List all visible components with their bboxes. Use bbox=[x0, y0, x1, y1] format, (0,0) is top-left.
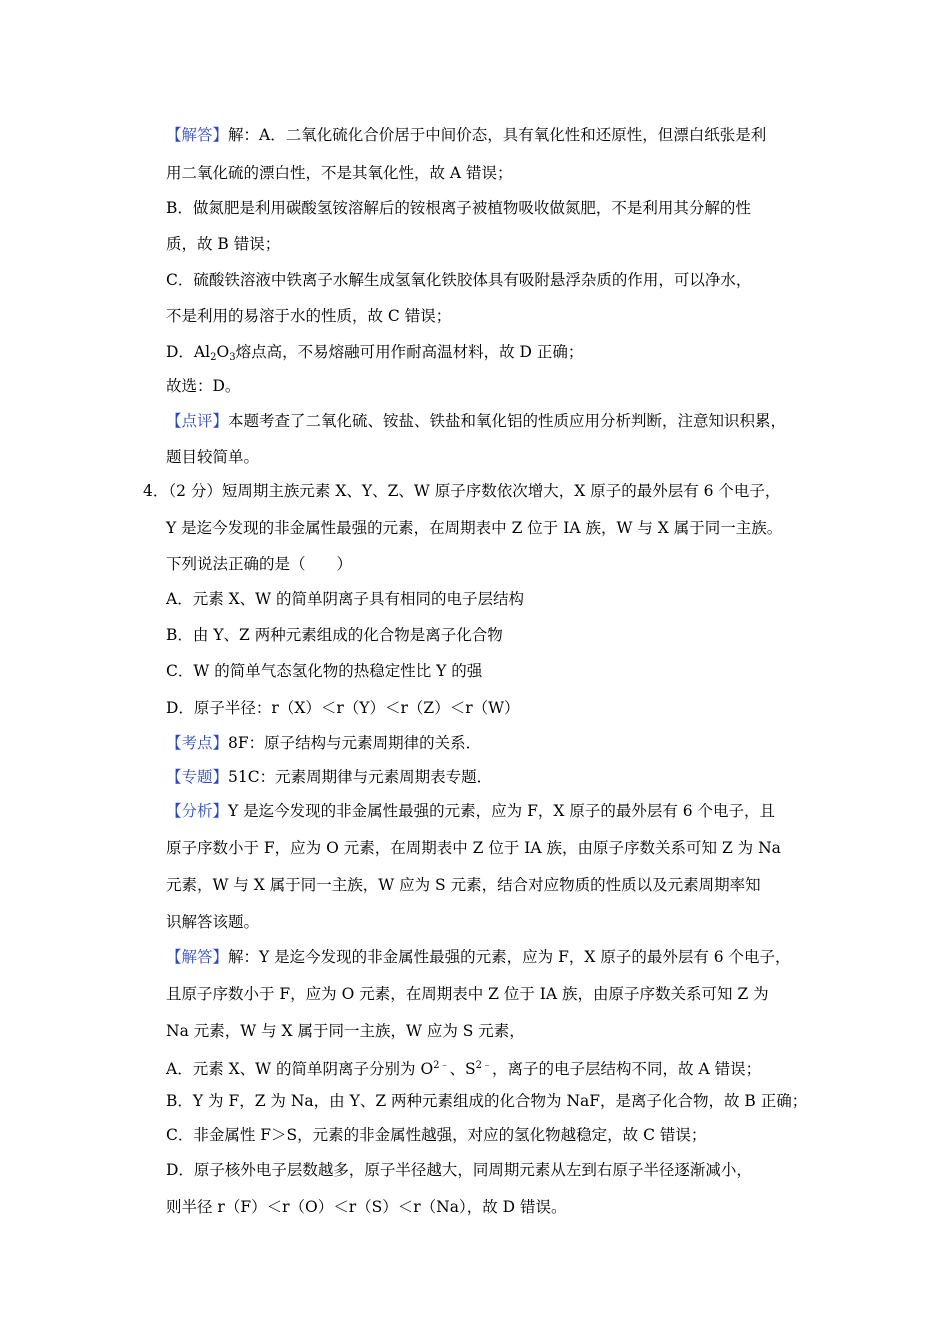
question-4-stem-line-2: Y 是迄今发现的非金属性最强的元素，在周期表中 Z 位于 IA 族，W 与 X 属于同一主族。 bbox=[166, 519, 783, 537]
option-a: A．元素 X、W 的简单阴离子具有相同的电子层结构 bbox=[166, 590, 525, 608]
question-4-stem-line-1: 4．（2 分）短周期主族元素 X、Y、Z、W 原子序数依次增大，X 原子的最外层有 6 个电子， bbox=[143, 482, 781, 500]
fenxi-line-2: 原子序数小于 F，应为 O 元素，在周期表中 Z 位于 IA 族，由原子序数关系可知 Z 为 Na bbox=[166, 839, 781, 857]
zhuanti-tag: 【专题】 bbox=[166, 768, 229, 786]
fenxi-line-1: 【分析】Y 是迄今发现的非金属性最强的元素，应为 F，X 原子的最外层有 6 个电子，且 bbox=[166, 802, 776, 820]
jieda-tag: 【解答】 bbox=[166, 948, 229, 966]
comment-line-1: 【点评】本题考查了二氧化硫、铵盐、铁盐和氧化铝的性质应用分析判断，注意知识积累， bbox=[166, 412, 787, 430]
comment-line-2: 题目较简单。 bbox=[166, 448, 260, 466]
answer-b-line-2: 质，故 B 错误； bbox=[166, 235, 281, 253]
fenxi-tag: 【分析】 bbox=[166, 802, 229, 820]
fenxi-line-3: 元素，W 与 X 属于同一主族，W 应为 S 元素，结合对应物质的性质以及元素周期率知 bbox=[166, 876, 761, 894]
answer-line-1: 【解答】解：A．二氧化硫化合价居于中间价态，具有氧化性和还原性，但漂白纸张是利 bbox=[166, 126, 767, 144]
jieda-d-line-1: D．原子核外电子层数越多，原子半径越大，同周期元素从左到右原子半径逐渐减小， bbox=[166, 1161, 752, 1179]
jieda-a-line: A．元素 X、W 的简单阴离子分别为 $O^{2﹣}$、$S^{2﹣}$，离子的电子层结构不同，故 A 错误； bbox=[166, 1060, 762, 1078]
answer-c-line-1: C．硫酸铁溶液中铁离子水解生成氢氧化铁胶体具有吸附悬浮杂质的作用，可以净水， bbox=[166, 271, 752, 289]
choice-line: 故选：D。 bbox=[166, 377, 241, 395]
comment-tag: 【点评】 bbox=[166, 412, 229, 430]
zhuanti-line: 【专题】51C：元素周期律与元素周期表专题． bbox=[166, 768, 493, 786]
kaodian-line: 【考点】8F：原子结构与元素周期律的关系． bbox=[166, 734, 482, 752]
jieda-b-line: B．Y 为 F，Z 为 Na，由 Y、Z 两种元素组成的化合物为 NaF，是离子化合物，故 B 正确； bbox=[166, 1092, 808, 1110]
jieda-c-line: C．非金属性 F＞S，元素的非金属性越强，对应的氢化物越稳定，故 C 错误； bbox=[166, 1126, 707, 1144]
answer-d-line: D．$Al_2O_3$熔点高，不易熔融可用作耐高温材料，故 D 正确； bbox=[166, 343, 584, 363]
question-4-stem-line-3: 下列说法正确的是（ ） bbox=[166, 555, 353, 573]
jieda-line-2: 且原子序数小于 F，应为 O 元素，在周期表中 Z 位于 IA 族，由原子序数关系可知 Z 为 bbox=[166, 985, 769, 1003]
option-d: D．原子半径：r（X）＜r（Y）＜r（Z）＜r（W） bbox=[166, 699, 520, 717]
answer-tag: 【解答】 bbox=[166, 126, 229, 144]
option-b: B．由 Y、Z 两种元素组成的化合物是离子化合物 bbox=[166, 626, 503, 644]
fenxi-line-4: 识解答该题。 bbox=[166, 913, 260, 931]
option-c: C．W 的简单气态氢化物的热稳定性比 Y 的强 bbox=[166, 662, 483, 680]
jieda-line-3: Na 元素，W 与 X 属于同一主族，W 应为 S 元素， bbox=[166, 1022, 525, 1040]
answer-b-line-1: B．做氮肥是利用碳酸氢铵溶解后的铵根离子被植物吸收做氮肥，不是利用其分解的性 bbox=[166, 199, 751, 217]
answer-c-line-2: 不是利用的易溶于水的性质，故 C 错误； bbox=[166, 307, 452, 325]
jieda-line-1: 【解答】解：Y 是迄今发现的非金属性最强的元素，应为 F，X 原子的最外层有 6 个电子， bbox=[166, 948, 791, 966]
kaodian-tag: 【考点】 bbox=[166, 734, 229, 752]
answer-line-2: 用二氧化硫的漂白性，不是其氧化性，故 A 错误； bbox=[166, 164, 513, 182]
question-number: 4． bbox=[143, 482, 169, 500]
jieda-d-line-2: 则半径 r（F）＜r（O）＜r（S）＜r（Na），故 D 错误。 bbox=[166, 1198, 567, 1216]
